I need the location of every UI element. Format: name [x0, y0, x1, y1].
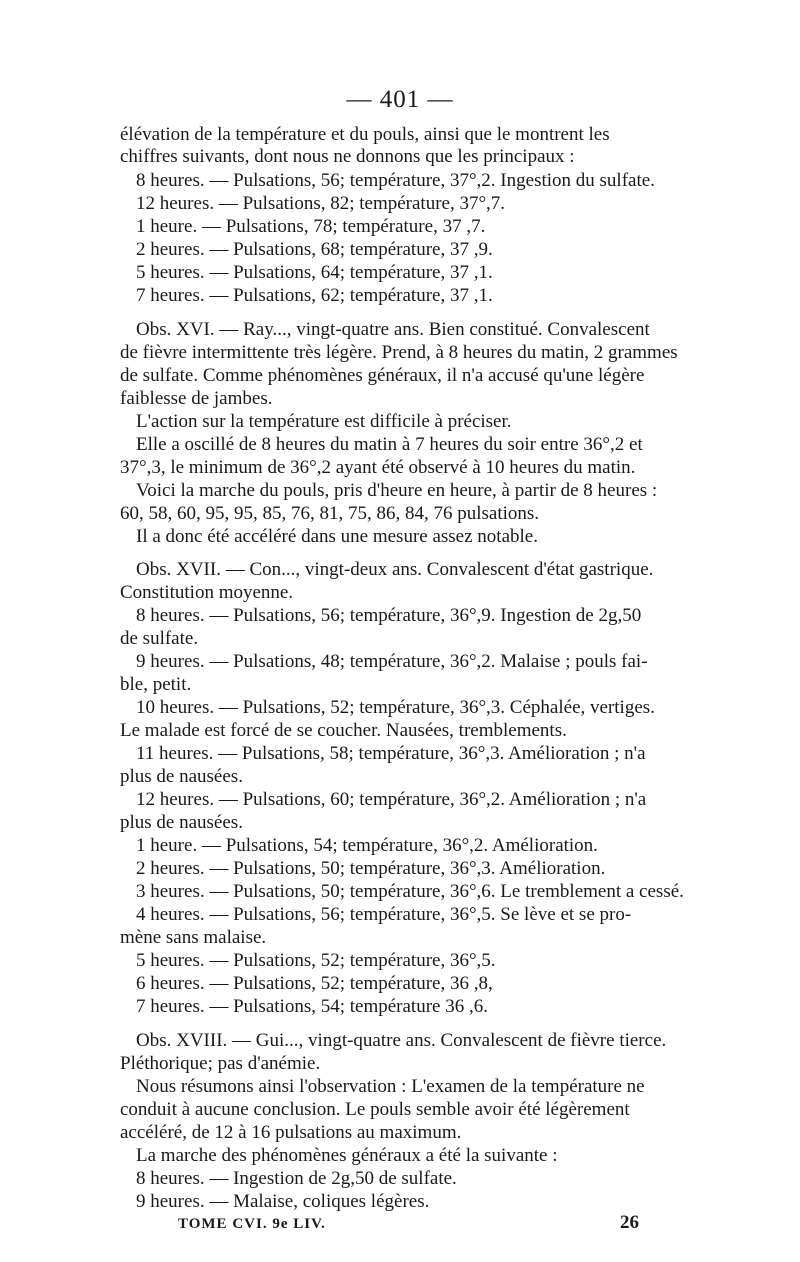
text-line: 11 heures. — Pulsations, 58; température, 36°,3. Amélioration ; n'a [136, 743, 646, 764]
text-line: de fièvre intermittente très légère. Prend, à 8 heures du matin, 2 grammes [120, 342, 678, 363]
text-line: mène sans malaise. [120, 927, 267, 948]
text-line: L'action sur la température est difficile à préciser. [136, 411, 512, 432]
text-line: 6 heures. — Pulsations, 52; température, 36 ,8, [136, 973, 493, 994]
text-line: Il a donc été accéléré dans une mesure assez notable. [136, 526, 538, 547]
text-line: Obs. XVIII. — Gui..., vingt-quatre ans. Convalescent de fièvre tierce. [136, 1030, 667, 1051]
text-line: ble, petit. [120, 674, 192, 695]
text-line: de sulfate. Comme phénomènes généraux, il n'a accusé qu'une légère [120, 365, 645, 386]
text-line: Obs. XVII. — Con..., vingt-deux ans. Convalescent d'état gastrique. [136, 559, 654, 580]
footer-sheet-number: 26 [620, 1212, 639, 1233]
text-line: chiffres suivants, dont nous ne donnons que les principaux : [120, 146, 575, 167]
text-line: Obs. XVI. — Ray..., vingt-quatre ans. Bien constitué. Convalescent [136, 319, 650, 340]
text-line: Elle a oscillé de 8 heures du matin à 7 heures du soir entre 36°,2 et [136, 434, 643, 455]
text-line: de sulfate. [120, 628, 199, 649]
text-line: Pléthorique; pas d'anémie. [120, 1053, 321, 1074]
text-line: 9 heures. — Pulsations, 48; température, 36°,2. Malaise ; pouls fai- [136, 651, 648, 672]
text-line: accéléré, de 12 à 16 pulsations au maximum. [120, 1122, 462, 1143]
text-line: Nous résumons ainsi l'observation : L'examen de la température ne [136, 1076, 645, 1097]
text-line: 2 heures. — Pulsations, 68; température, 37 ,9. [136, 239, 493, 260]
text-line: 5 heures. — Pulsations, 52; température, 36°,5. [136, 950, 496, 971]
text-line: 1 heure. — Pulsations, 54; température, 36°,2. Amélioration. [136, 835, 598, 856]
text-line: 2 heures. — Pulsations, 50; température, 36°,3. Amélioration. [136, 858, 606, 879]
text-line: 8 heures. — Ingestion de 2g,50 de sulfate. [136, 1168, 457, 1189]
text-line: plus de nausées. [120, 766, 243, 787]
text-line: Constitution moyenne. [120, 582, 294, 603]
text-line: 1 heure. — Pulsations, 78; température, 37 ,7. [136, 216, 486, 237]
text-line: 10 heures. — Pulsations, 52; température, 36°,3. Céphalée, vertiges. [136, 697, 655, 718]
text-line: 4 heures. — Pulsations, 56; température, 36°,5. Se lève et se pro- [136, 904, 632, 925]
page-number-header: — 401 — [346, 86, 454, 113]
text-line: conduit à aucune conclusion. Le pouls semble avoir été légèrement [120, 1099, 630, 1120]
text-line: 37°,3, le minimum de 36°,2 ayant été observé à 10 heures du matin. [120, 457, 636, 478]
text-line: 9 heures. — Malaise, coliques légères. [136, 1191, 430, 1212]
text-line: La marche des phénomènes généraux a été la suivante : [136, 1145, 558, 1166]
text-line: 8 heures. — Pulsations, 56; température, 36°,9. Ingestion de 2g,50 [136, 605, 642, 626]
text-line: Le malade est forcé de se coucher. Nausées, tremblements. [120, 720, 567, 741]
text-line: 7 heures. — Pulsations, 62; température, 37 ,1. [136, 285, 493, 306]
text-line: 8 heures. — Pulsations, 56; température, 37°,2. Ingestion du sulfate. [136, 170, 655, 191]
text-line: élévation de la température et du pouls, ainsi que le montrent les [120, 124, 610, 145]
text-line: 5 heures. — Pulsations, 64; température, 37 ,1. [136, 262, 493, 283]
text-line: 7 heures. — Pulsations, 54; température 36 ,6. [136, 996, 488, 1017]
text-line: 60, 58, 60, 95, 95, 85, 76, 81, 75, 86, 84, 76 pulsations. [120, 503, 540, 524]
text-line: 3 heures. — Pulsations, 50; température, 36°,6. Le tremblement a cessé. [136, 881, 684, 902]
text-line: plus de nausées. [120, 812, 243, 833]
text-line: 12 heures. — Pulsations, 60; température, 36°,2. Amélioration ; n'a [136, 789, 647, 810]
text-line: faiblesse de jambes. [120, 388, 273, 409]
text-line: 12 heures. — Pulsations, 82; température, 37°,7. [136, 193, 506, 214]
text-line: Voici la marche du pouls, pris d'heure en heure, à partir de 8 heures : [136, 480, 658, 501]
footer-volume: TOME CVI. 9e LIV. [178, 1216, 326, 1232]
